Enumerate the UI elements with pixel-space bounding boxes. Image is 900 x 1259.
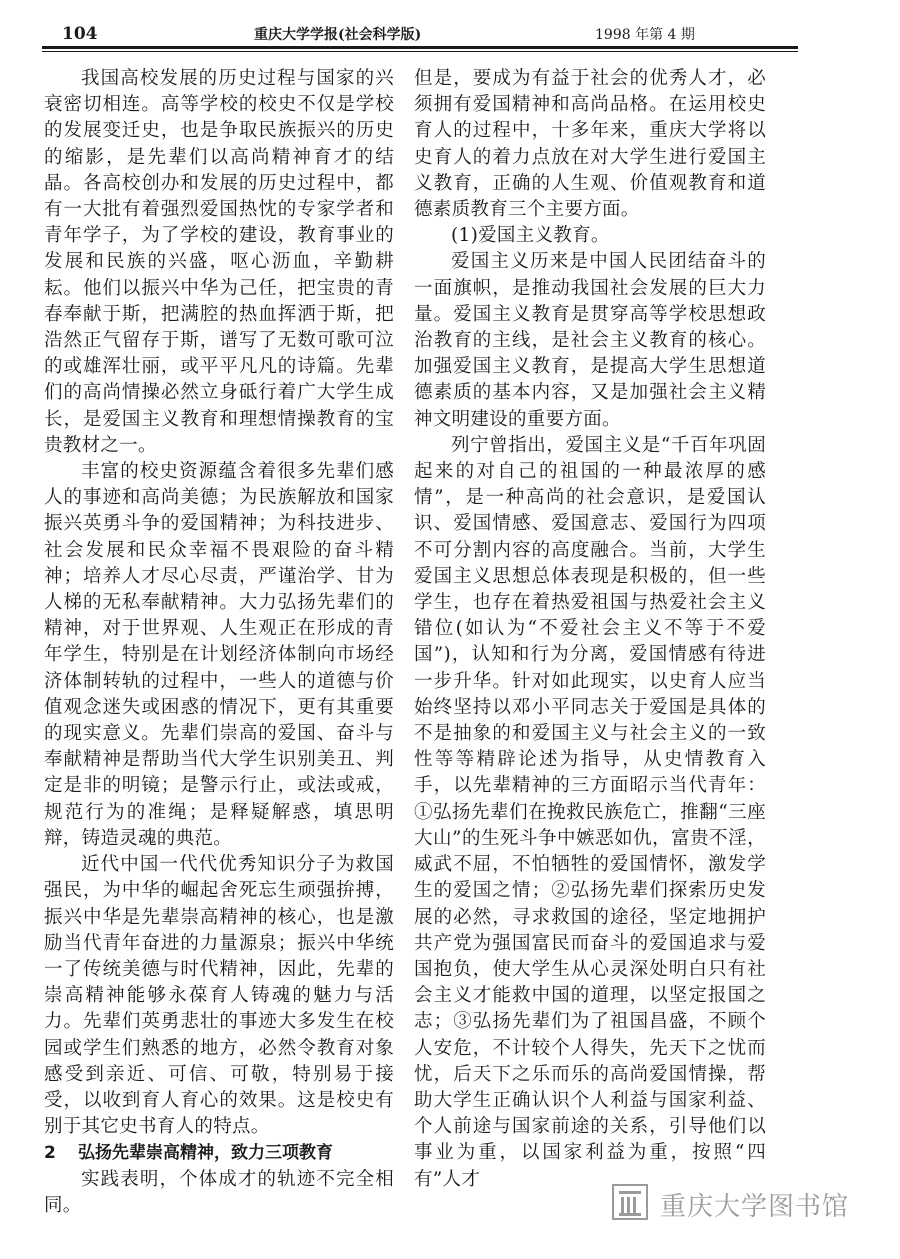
journal-title: 重庆大学学报(社会科学版) [254,27,422,43]
left-paragraph-4: 实践表明，个体成才的轨迹不完全相同。 [44,1168,394,1216]
left-paragraph-3: 近代中国一代代优秀知识分子为救国强民，为中华的崛起舍死忘生顽强拚搏，振兴中华是先辈崇高精神的核心，也是激励当代青年奋进的力量源泉；振兴中华统一了传统美德与时代精神，因此，先辈的崇高精神能够永葆育人铸魂的魅力与活力。先辈们英勇悲壮的事迹大多发生在校园或学生们熟悉的地方，必然令教育对象感受到亲近、可信、可敬，特别易于接受，以收到育人育心的效果。这是校史有别于其它史书育人的特点。 [44,854,394,1138]
left-paragraph-1: 我国高校发展的历史过程与国家的兴衰密切相连。高等学校的校史不仅是学校的发展变迁史，也是争取民族振兴的历史的缩影，是先辈们以高尚精神育才的结晶。各高校创办和发展的历史过程中，都有一大批有着强烈爱国热忱的专家学者和青年学子，为了学校的建设，教育事业的发展和民族的兴盛，呕心沥血，辛勤耕耘。他们以振兴中华为己任，把宝贵的青春奉献于斯，把满腔的热血挥洒于斯，把浩然正气留存于斯，谱写了无数可歌可泣的或雄浑壮丽，或平平凡凡的诗篇。先辈们的高尚情操必然立身砥行着广大学生成长，是爱国主义教育和理想情操教育的宝贵教材之一。 [44,68,394,456]
header-rule-thick [42,46,798,49]
left-column [44,66,394,1219]
library-watermark [612,1180,880,1226]
header-rule-thin [42,51,798,52]
section-heading [44,1140,394,1166]
page-header [0,0,900,56]
issue-label: 1998 年第 4 期 [595,27,695,43]
section-number: 2 [44,1143,56,1164]
right-column [414,66,766,1193]
page-number: 104 [62,24,98,44]
left-paragraph-2: 丰富的校史资源蕴含着很多先辈们感人的事迹和高尚美德；为民族解放和国家振兴英勇斗争的爱国精神；为科技进步、社会发展和民众幸福不畏艰险的奋斗精神；培养人才尽心尽责，严谨治学、甘为人梯的无私奉献精神。大力弘扬先辈们的精神，对于世界观、人生观正在形成的青年学生，特别是在计划经济体制向市场经济体制转轨的过程中，一些人的道德与价值观念迷失或困惑的情况下，更有其重要的现实意义。先辈们崇高的爱国、奋斗与奉献精神是帮助当代大学生识别美丑、判定是非的明镜；是警示行止，或法或戒，规范行为的准绳；是释疑解惑，填思明辩，铸造灵魂的典范。 [44,461,394,849]
library-logo-icon [612,1184,648,1220]
right-paragraph-1: 但是，要成为有益于社会的优秀人才，必须拥有爱国精神和高尚品格。在运用校史育人的过程中，十多年来，重庆大学将以史育人的着力点放在对大学生进行爱国主义教育，正确的人生观、价值观教育和道德素质教育三个主要方面。 [414,68,766,221]
right-paragraph-3: 列宁曾指出，爱国主义是“千百年巩固起来的对自己的祖国的一种最浓厚的感情”，是一种高尚的社会意识，是爱国认识、爱国情感、爱国意志、爱国行为四项不可分割内容的高度融合。当前，大学生爱国主义思想总体表现是积极的，但一些学生，也存在着热爱祖国与热爱社会主义错位(如认为“不爱社会主义不等于不爱国”)，认知和行为分离，爱国情感有待进一步升华。针对如此现实，以史育人应当始终坚持以邓小平同志关于爱国是具体的不是抽象的和爱国主义与社会主义的一致性等等精辟论述为指导，从史情教育入手，以先辈精神的三方面昭示当代青年：①弘扬先辈们在挽救民族危亡，推翻“三座大山”的生死斗争中嫉恶如仇，富贵不淫，威武不屈，不怕牺牲的爱国情怀，激发学生的爱国之情；②弘扬先辈们探索历史发展的必然，寻求救国的途径，坚定地拥护共产党为强国富民而奋斗的爱国追求与爱国抱负，使大学生从心灵深处明白只有社会主义才能救中国的道理，以坚定报国之志；③弘扬先辈们为了祖国昌盛，不顾个人安危，不计较个人得失，先天下之忧而忧，后天下之乐而乐的高尚爱国情操，帮助大学生正确认识个人利益与国家利益、个人前途与国家前途的关系，引导他们以事业为重，以国家利益为重，按照“四有”人才 [414,434,766,1190]
section-title: 弘扬先辈崇高精神，致力三项教育 [78,1143,333,1164]
library-name: 重庆大学图书馆 [660,1192,850,1222]
right-paragraph-2: 爱国主义历来是中国人民团结奋斗的一面旗帜，是推动我国社会发展的巨大力量。爱国主义教育是贯穿高等学校思想政治教育的主线，是社会主义教育的核心。加强爱国主义教育，是提高大学生思想道德素质的基本内容，又是加强社会主义精神文明建设的重要方面。 [414,251,766,430]
right-subheading: (1)爱国主义教育。 [451,225,610,247]
